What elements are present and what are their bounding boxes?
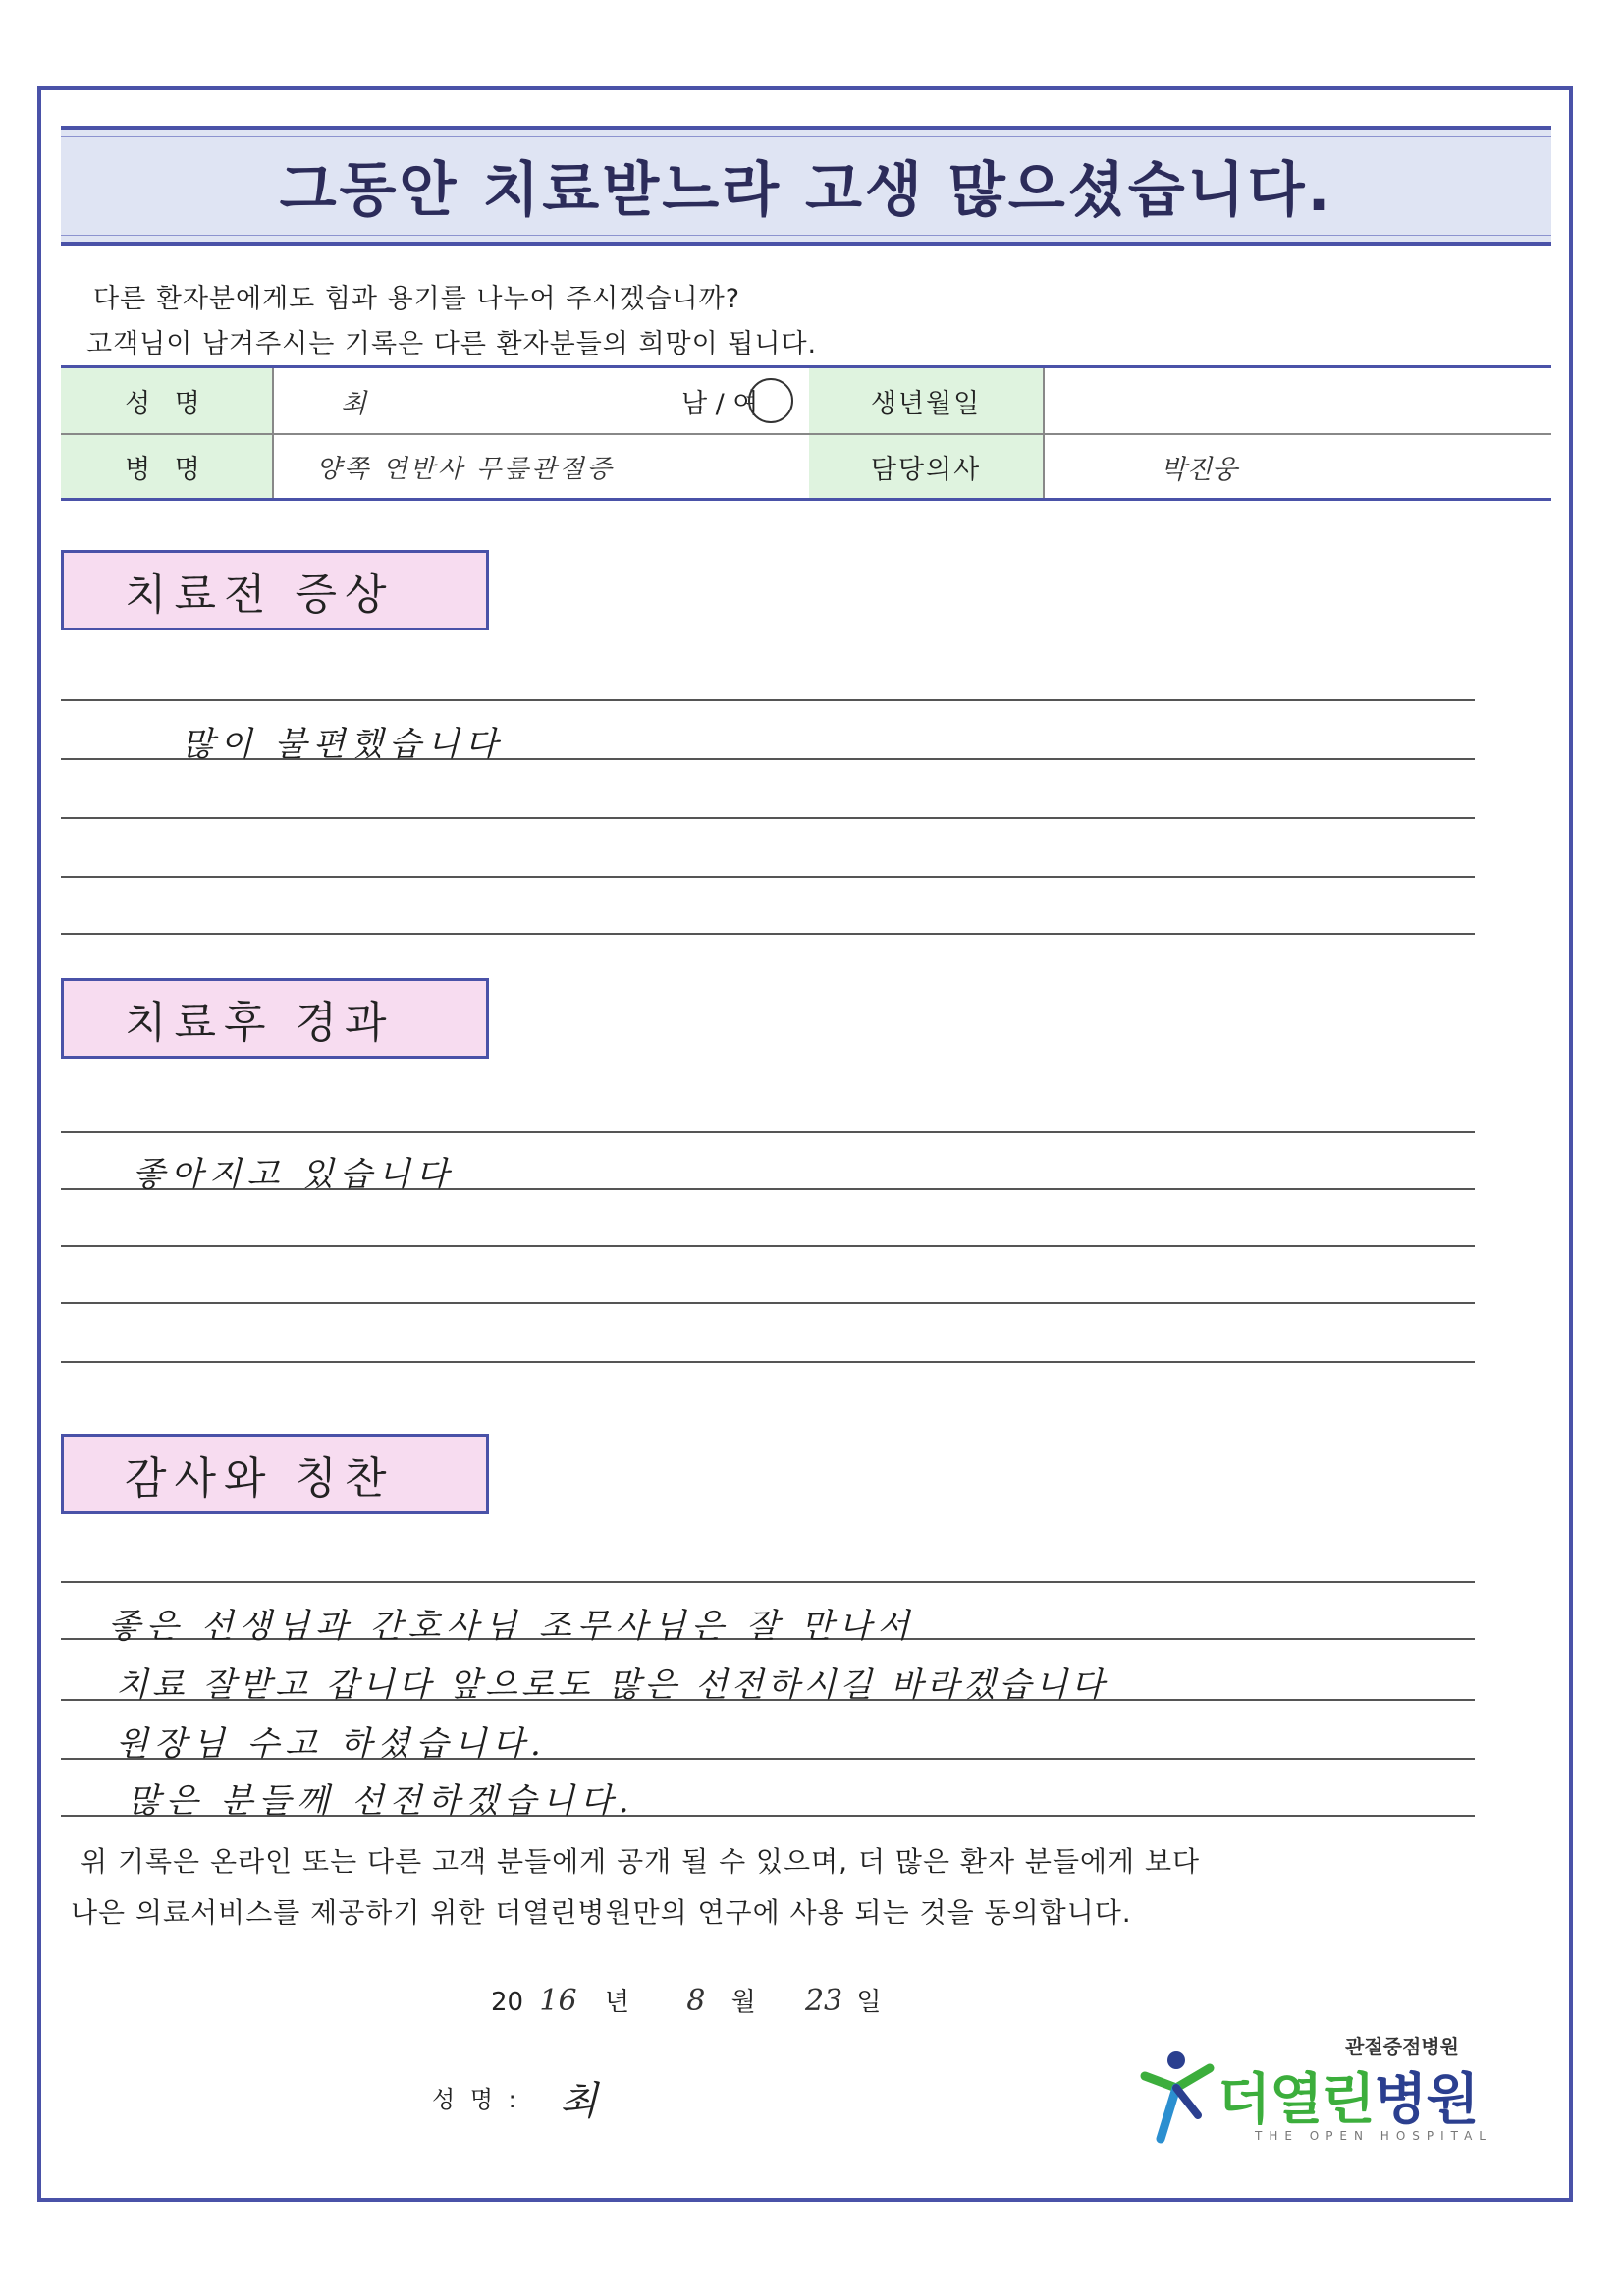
birth-label: 생년월일 [809, 368, 1043, 433]
date-year-prefix: 20 [491, 1988, 524, 2017]
consent-line-2: 나은 의료서비스를 제공하기 위한 더열린병원만의 연구에 사용 되는 것을 동의합니다. [71, 1896, 1132, 1929]
table-col-divider [1043, 368, 1045, 498]
signature-field[interactable]: 최 [560, 2079, 598, 2124]
page-title: 그동안 치료받느라 고생 많으셨습니다. [279, 156, 1333, 225]
writing-line [61, 1361, 1475, 1363]
doctor-field[interactable]: 박진웅 [1161, 454, 1238, 485]
disease-label: 병 명 [61, 435, 272, 498]
thanks-line-2[interactable]: 치료 잘받고 갑니다 앞으로도 많은 선전하시길 바라겠습니다 [116, 1666, 1108, 1705]
consent-line-1: 위 기록은 온라인 또는 다른 고객 분들에게 공개 될 수 있으며, 더 많은 환자 분들에게 보다 [81, 1845, 1201, 1878]
after-progress-text[interactable]: 좋아지고 있습니다 [133, 1155, 455, 1194]
writing-line [61, 933, 1475, 935]
before-symptoms-text[interactable]: 많이 불편했습니다 [182, 725, 504, 764]
writing-line [61, 699, 1475, 701]
intro-line-2: 고객님이 남겨주시는 기록은 다른 환자분들의 희망이 됩니다. [86, 329, 818, 359]
logo-name-part1: 더열린 [1217, 2068, 1375, 2132]
date-month-value[interactable]: 8 [686, 1984, 706, 2018]
logo-english: THE OPEN HOSPITAL [1255, 2129, 1492, 2143]
title-banner [61, 126, 1551, 246]
patient-info-table [61, 365, 1551, 501]
writing-line [61, 817, 1475, 819]
name-label: 성 명 [61, 368, 272, 433]
writing-line [61, 1302, 1475, 1304]
date-day-value[interactable]: 23 [804, 1984, 843, 2018]
writing-line [61, 1245, 1475, 1247]
section-before-label: 치료전 증상 [61, 550, 489, 630]
writing-line [61, 1581, 1475, 1583]
birth-field[interactable] [1053, 368, 1543, 433]
gender-selected-circle [748, 378, 793, 423]
hospital-logo [1139, 2031, 1492, 2149]
disease-field[interactable]: 양쪽 연반사 무릎관절증 [316, 454, 615, 484]
date-row [491, 1982, 882, 2018]
section-thanks-label: 감사와 칭찬 [61, 1434, 489, 1514]
signature-label: 성 명 : [432, 2086, 520, 2113]
table-col-divider [272, 368, 274, 498]
logo-name [1217, 2056, 1479, 2135]
logo-name-part2: 병원 [1374, 2068, 1479, 2132]
writing-line [61, 1131, 1475, 1133]
thanks-line-3[interactable]: 원장님 수고 하셨습니다. [116, 1724, 547, 1764]
writing-line [61, 876, 1475, 878]
name-field[interactable]: 최 [341, 388, 367, 419]
gender-options: 남 / 여 [681, 388, 759, 419]
date-year-value[interactable]: 16 [539, 1984, 577, 2018]
logo-subtitle: 관절중점병원 [1345, 2035, 1459, 2058]
thanks-line-4[interactable]: 많은 분들께 선전하겠습니다. [128, 1781, 635, 1821]
thanks-line-1[interactable]: 좋은 선생님과 간호사님 조무사님은 잘 만나서 [108, 1607, 916, 1646]
gender-selector[interactable] [681, 368, 809, 433]
section-after-label: 치료후 경과 [61, 978, 489, 1059]
date-day-unit: 일 [856, 1988, 882, 2017]
date-year-unit: 년 [604, 1988, 629, 2017]
logo-figure-icon [1139, 2041, 1217, 2149]
date-month-unit: 월 [730, 1988, 756, 2017]
doctor-label: 담당의사 [809, 435, 1043, 498]
intro-line-1: 다른 환자분에게도 힘과 용기를 나누어 주시겠습니까? [93, 284, 741, 314]
